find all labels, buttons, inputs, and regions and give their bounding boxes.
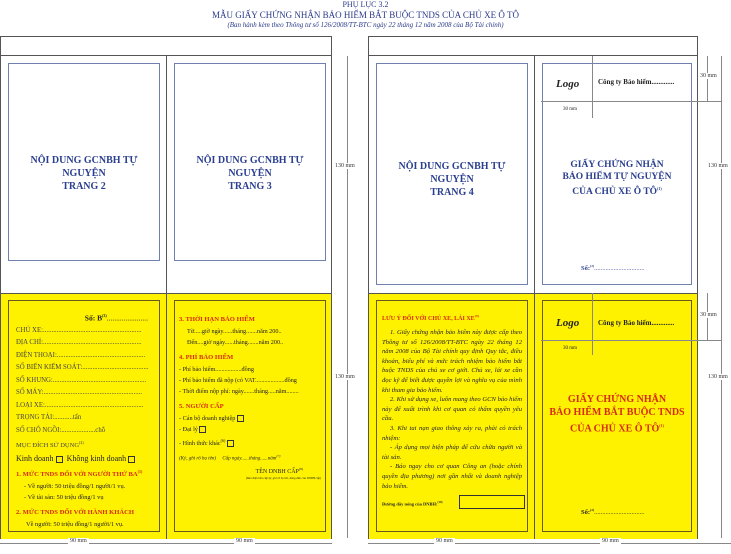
premium-field[interactable]: - Phí bảo hiểm.................đồng [179,366,254,373]
page-2-label: NỘI DUNG GCNBH TỰ NGUYỆN [30,155,138,179]
section-1-heading: 1. MỨC TNDS ĐỐI VỚI NGƯỜI THỨ BA$^{(5)}$ [16,469,143,479]
logo-placeholder: Logo [556,78,580,90]
top-strip [369,37,697,56]
issuer-name: TÊN DNBH CẤP$^{(8)}$ [255,466,303,475]
page-3-label: NỘI DUNG GCNBH TỰ NGUYỆN [196,155,304,179]
logo-guide-line [592,56,593,118]
notes-panel [376,300,528,532]
insurer-name: Công ty Bảo hiểm............. [598,78,675,86]
logo-guide-line [541,101,721,102]
dim-logo-width: 30 mm [562,107,578,112]
non-business-checkbox[interactable] [128,456,135,463]
compulsory-cover [542,300,692,532]
field-phone[interactable]: ĐIỆN THOẠI:.................................................... [16,351,146,359]
period-to[interactable]: Đến....giờ ngày......tháng.......năm 200.. [187,339,284,346]
dim-height-label: 130 mm [708,163,728,169]
document-subtitle: (Ban hành kèm theo Thông tư số 126/2008/TT-BTC ngày 22 tháng 12 năm 2008 của Bộ Tài chính) [227,21,504,29]
field-chassis[interactable]: SỐ KHUNG:....................................................... [16,376,147,384]
page-3-number: TRANG 3 [228,181,272,192]
agent-checkbox[interactable] [199,426,206,433]
page-4-box [376,63,528,285]
logo-guide-line [592,293,593,355]
liability-passenger: Về người: 50 triệu đồng/1 người/1 vụ. [26,521,124,529]
page-4-number: TRANG 4 [430,187,474,198]
note-3a: - Áp dụng mọi biện pháp để cứu chữa người và tài sản. [382,444,522,461]
right-sheet [368,36,698,539]
signature-line: (Ký, ghi rõ họ tên) Cấp ngày......tháng......năm$^{(7)}$ [179,454,281,462]
field-owner[interactable]: CHỦ XE:.......................................................... [16,326,142,334]
fold-line-bottom [534,293,535,539]
payment-date-field[interactable]: - Thời điểm nộp phí: ngày.......tháng.....năm........ [179,388,299,395]
dim-width-label: 90 mm [602,538,619,544]
section-2-heading: 2. MỨC TNDS ĐỐI VỚI HÀNH KHÁCH [16,509,135,517]
business-checkbox[interactable] [56,456,63,463]
page-4-label: NỘI DUNG GCNBH TỰ NGUYỆN [398,161,506,185]
business-label: Kinh doanh [16,454,54,464]
dim-logo-width: 30 mm [562,346,578,351]
field-seats[interactable]: SỐ CHỖ NGỒI:....................chỗ [16,426,106,434]
field-tonnage[interactable]: TRỌNG TẢI:...........tấn [16,414,82,421]
dim-logo-height: 30 mm [700,312,717,318]
purpose-options [16,452,152,465]
page-2-box [8,63,160,261]
serial-number: Số: $B^{(3)}$...................... [84,313,148,323]
page-3-box [174,63,326,261]
section-5-heading: 5. NGƯỜI CẤP [179,403,224,410]
dim-height-label: 130 mm [335,374,355,380]
liability-person: - Về người: 50 triệu đồng/1 người/1 vụ. [24,483,126,491]
period-from[interactable]: Từ.....giờ ngày......tháng.......năm 200.. [187,328,282,335]
note-3b: - Báo ngay cho cơ quan Công an (hoặc chính quyền địa phương) nơi gần nhất và doanh nghiệp bảo hiểm. [382,463,522,490]
field-engine[interactable]: SỐ MÁY:.......................................................... [16,389,143,396]
fold-line-bottom [166,293,167,539]
insurer-name: Công ty Bảo hiểm............. [598,319,675,327]
dim-width-label: 90 mm [436,538,453,544]
premium-paid-field[interactable]: - Phí bảo hiểm đã nộp (có VAT...................đồng [179,377,297,384]
compulsory-title: GIẤY CHỨNG NHẬN BẢO HIỂM BẮT BUỘC TNDS CỦA CHỦ XE Ô TÔ$^{(1)}$ [549,394,685,435]
field-address[interactable]: ĐỊA CHỈ:.......................................................... [16,339,142,346]
logo-guide-line [541,340,721,341]
field-plate[interactable]: SỐ BIỂN KIỂM SOÁT:....................................... [16,364,149,371]
notes-title: LƯU Ý ĐỐI VỚI CHỦ XE, LÁI XE$^{(9)}$ [382,314,479,322]
compulsory-serial: Số:$^{(2)}$............................... [581,508,645,517]
width-dimension-line [368,543,731,544]
dim-height-label: 130 mm [335,163,355,169]
width-dimension-line [0,543,332,544]
page-2-number: TRANG 2 [62,181,106,192]
note-3: 3. Khi tai nạn giao thông xảy ra, phải có trách nhiệm: [382,424,522,442]
note-2: 2. Khi sử dụng xe, luôn mang theo GCN bảo hiểm này để xuất trình khi cơ quan có thẩm quyền yêu cầu. [382,396,522,423]
section-4-heading: 4. PHÍ BẢO HIỂM [179,354,234,361]
issuer-staff: - Cán bộ doanh nghiệp [179,413,321,424]
dim-width-label: 90 mm [70,538,87,544]
voluntary-cover [542,63,692,285]
dim-logo-height: 30 mm [700,73,717,79]
left-sheet [0,36,332,539]
dim-width-label: 90 mm [236,538,253,544]
document-title: MẪU GIẤY CHỨNG NHẬN BẢO HIỂM BẮT BUỘC TNDS CỦA CHỦ XE Ô TÔ [212,10,519,20]
voluntary-serial: Số:$^{(2)}$............................... [581,264,645,273]
field-vehicle-type[interactable]: LOẠI XE:.......................................................... [16,401,144,409]
voluntary-title: GIẤY CHỨNG NHẬN BẢO HIỂM TỰ NGUYỆN CỦA CHỦ XE Ô TÔ$^{(1)}$ [562,160,672,198]
top-strip [1,37,331,56]
staff-checkbox[interactable] [237,415,244,422]
note-1: 1. Giấy chứng nhận bảo hiểm này được cấp theo Thông tư số 126/2008/TT-BTC ngày 22 tháng 12 năm 2008 của Bộ Tài chính quy định Quy tắc, điều khoản, biểu phí và mức trách nhiệm bảo hiểm bắt buộc TNDS của chủ xe cơ giới. Chủ xe, lái xe cần đọc kỹ để biết được quyền lợi và nghĩa vụ của mình khi tham gia bảo hiểm. [382,329,522,394]
issuer-other: - Hình thức khác$^{(6)}$ [179,435,321,449]
non-business-label: Không kinh doanh [66,454,127,464]
issuer-agent: - Đại lý [179,424,321,435]
section-3-heading: 3. THỜI HẠN BẢO HIỂM [179,316,255,323]
logo-placeholder: Logo [556,317,580,329]
hotline-label: Đường dây nóng của DNBH:$^{(10)}$ [382,500,443,507]
liability-property: - Về tài sản: 50 triệu đồng/1 vụ [24,494,104,502]
hotline-field[interactable] [459,495,525,509]
height-dimension-line [347,56,348,538]
other-checkbox[interactable] [227,440,234,447]
field-purpose: MỤC ĐÍCH SỬ DỤNG$^{(4)}$ [16,440,84,450]
height-dimension-line [721,56,722,538]
certificate-form-front [8,300,160,532]
certificate-form-back [174,300,326,532]
dim-height-label: 130 mm [708,374,728,380]
appendix-label: PHỤ LỤC 3.2 [342,0,389,9]
issuer-note: (Ban điện hêu cấp ký, ghi rõ họ tên, đóng dấu của DNBH cấp) [245,475,321,480]
